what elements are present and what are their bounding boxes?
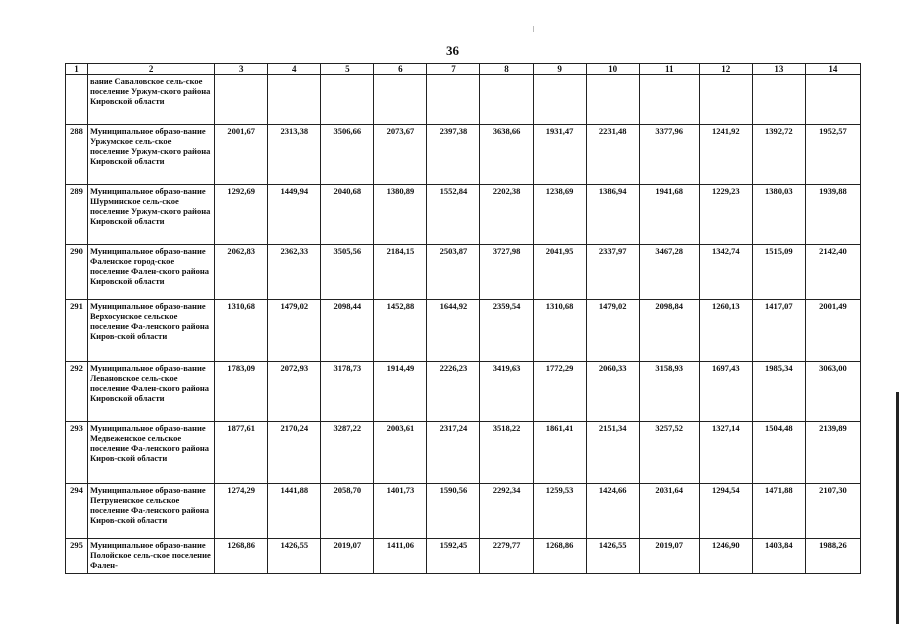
value-cell-col-7: 2503,87	[427, 245, 480, 300]
value-cell-col-10: 1386,94	[586, 185, 639, 245]
value-cell-col-12: 1697,43	[699, 362, 752, 422]
value-cell-col-10: 2231,48	[586, 125, 639, 185]
value-cell-col-13: 1392,72	[752, 125, 805, 185]
value-cell-col-13: 1515,09	[752, 245, 805, 300]
value-cell-col-8: 2202,38	[480, 185, 533, 245]
column-header-6: 6	[374, 64, 427, 75]
value-cell-col-9	[533, 75, 586, 125]
value-cell-col-10: 1479,02	[586, 300, 639, 362]
value-cell-col-8: 2279,77	[480, 539, 533, 574]
value-cell-col-11: 2031,64	[639, 484, 699, 539]
municipality-name: Муниципальное образо-вание Левановское сель-ское поселение Фален-ского района Кировской области	[88, 362, 215, 422]
value-cell-col-10	[586, 75, 639, 125]
value-cell-col-8: 3419,63	[480, 362, 533, 422]
table-header-row	[66, 64, 861, 75]
value-cell-col-9: 1772,29	[533, 362, 586, 422]
municipality-name: вание Саваловское сель-ское поселение Уржум-ского района Кировской области	[88, 75, 215, 125]
value-cell-col-12: 1260,13	[699, 300, 752, 362]
municipality-name: Муниципальное образо-вание Фаленское город-ское поселение Фален-ского района Кировской области	[88, 245, 215, 300]
municipality-name: Муниципальное образо-вание Уржумское сель-ское поселение Уржум-ского района Кировской области	[88, 125, 215, 185]
value-cell-col-3: 1783,09	[215, 362, 268, 422]
value-cell-col-11: 3257,52	[639, 422, 699, 484]
value-cell-col-13: 1985,34	[752, 362, 805, 422]
scan-mark	[533, 26, 534, 32]
value-cell-col-6: 1452,88	[374, 300, 427, 362]
value-cell-col-6: 2073,67	[374, 125, 427, 185]
municipality-name: Муниципальное образо-вание Медвеженское сельское поселение Фа-ленского района Киров-ской области	[88, 422, 215, 484]
table-row	[66, 125, 861, 185]
value-cell-col-4: 1449,94	[268, 185, 321, 245]
column-header-10: 10	[586, 64, 639, 75]
value-cell-col-4: 2313,38	[268, 125, 321, 185]
row-number: 290	[66, 245, 88, 300]
value-cell-col-4: 2170,24	[268, 422, 321, 484]
value-cell-col-13	[752, 75, 805, 125]
column-header-9: 9	[533, 64, 586, 75]
value-cell-col-3: 1274,29	[215, 484, 268, 539]
value-cell-col-11: 3377,96	[639, 125, 699, 185]
value-cell-col-9: 1931,47	[533, 125, 586, 185]
value-cell-col-4: 2362,33	[268, 245, 321, 300]
column-header-7: 7	[427, 64, 480, 75]
value-cell-col-14: 1939,88	[805, 185, 860, 245]
value-cell-col-7: 1590,56	[427, 484, 480, 539]
value-cell-col-4	[268, 75, 321, 125]
value-cell-col-14: 2139,89	[805, 422, 860, 484]
value-cell-col-11: 1941,68	[639, 185, 699, 245]
table-row	[66, 300, 861, 362]
value-cell-col-13: 1471,88	[752, 484, 805, 539]
value-cell-col-6: 2184,15	[374, 245, 427, 300]
value-cell-col-9: 1310,68	[533, 300, 586, 362]
value-cell-col-13: 1403,84	[752, 539, 805, 574]
value-cell-col-11: 2098,84	[639, 300, 699, 362]
value-cell-col-7: 2317,24	[427, 422, 480, 484]
value-cell-col-8: 2359,54	[480, 300, 533, 362]
value-cell-col-7	[427, 75, 480, 125]
column-header-8: 8	[480, 64, 533, 75]
value-cell-col-10: 2151,34	[586, 422, 639, 484]
value-cell-col-7: 1592,45	[427, 539, 480, 574]
value-cell-col-10: 1426,55	[586, 539, 639, 574]
value-cell-col-4: 2072,93	[268, 362, 321, 422]
value-cell-col-4: 1479,02	[268, 300, 321, 362]
column-header-13: 13	[752, 64, 805, 75]
value-cell-col-14: 2107,30	[805, 484, 860, 539]
value-cell-col-12: 1246,90	[699, 539, 752, 574]
value-cell-col-11: 3158,93	[639, 362, 699, 422]
column-header-3: 3	[215, 64, 268, 75]
value-cell-col-3: 2062,83	[215, 245, 268, 300]
value-cell-col-6: 1914,49	[374, 362, 427, 422]
value-cell-col-9: 1861,41	[533, 422, 586, 484]
value-cell-col-13: 1504,48	[752, 422, 805, 484]
column-header-1: 1	[66, 64, 88, 75]
value-cell-col-6: 1380,89	[374, 185, 427, 245]
value-cell-col-4: 1426,55	[268, 539, 321, 574]
value-cell-col-11: 2019,07	[639, 539, 699, 574]
value-cell-col-5: 3287,22	[321, 422, 374, 484]
value-cell-col-5: 3178,73	[321, 362, 374, 422]
value-cell-col-3: 1877,61	[215, 422, 268, 484]
value-cell-col-5: 3506,66	[321, 125, 374, 185]
value-cell-col-9: 1268,86	[533, 539, 586, 574]
row-number: 288	[66, 125, 88, 185]
value-cell-col-5: 2040,68	[321, 185, 374, 245]
column-header-2: 2	[88, 64, 215, 75]
value-cell-col-14: 1952,57	[805, 125, 860, 185]
value-cell-col-5	[321, 75, 374, 125]
value-cell-col-10: 1424,66	[586, 484, 639, 539]
value-cell-col-7: 1552,84	[427, 185, 480, 245]
value-cell-col-5: 2098,44	[321, 300, 374, 362]
value-cell-col-12: 1294,54	[699, 484, 752, 539]
value-cell-col-11	[639, 75, 699, 125]
data-table	[65, 63, 861, 574]
row-number: 293	[66, 422, 88, 484]
column-header-4: 4	[268, 64, 321, 75]
row-number: 294	[66, 484, 88, 539]
table-row	[66, 362, 861, 422]
municipality-name: Муниципальное образо-вание Верхосунское сельское поселение Фа-ленского района Киров-ской области	[88, 300, 215, 362]
value-cell-col-10: 2060,33	[586, 362, 639, 422]
value-cell-col-3: 2001,67	[215, 125, 268, 185]
value-cell-col-8: 2292,34	[480, 484, 533, 539]
row-number: 295	[66, 539, 88, 574]
table-row	[66, 539, 861, 574]
municipality-name: Муниципальное образо-вание Петруненское сельское поселение Фа-ленского района Киров-ской области	[88, 484, 215, 539]
value-cell-col-9: 1238,69	[533, 185, 586, 245]
value-cell-col-11: 3467,28	[639, 245, 699, 300]
column-header-5: 5	[321, 64, 374, 75]
value-cell-col-12: 1229,23	[699, 185, 752, 245]
value-cell-col-6: 1401,73	[374, 484, 427, 539]
value-cell-col-5: 3505,56	[321, 245, 374, 300]
value-cell-col-4: 1441,88	[268, 484, 321, 539]
table-row	[66, 185, 861, 245]
value-cell-col-12: 1327,14	[699, 422, 752, 484]
row-number: 291	[66, 300, 88, 362]
value-cell-col-3	[215, 75, 268, 125]
value-cell-col-3: 1268,86	[215, 539, 268, 574]
value-cell-col-14: 3063,00	[805, 362, 860, 422]
value-cell-col-8: 3727,98	[480, 245, 533, 300]
municipality-name: Муниципальное образо-вание Полойское сель-ское поселение Фален-	[88, 539, 215, 574]
value-cell-col-6	[374, 75, 427, 125]
page-number: 36	[446, 43, 459, 58]
value-cell-col-12: 1241,92	[699, 125, 752, 185]
value-cell-col-9: 2041,95	[533, 245, 586, 300]
row-number: 292	[66, 362, 88, 422]
column-header-12: 12	[699, 64, 752, 75]
value-cell-col-3: 1292,69	[215, 185, 268, 245]
margin-bar	[896, 392, 899, 624]
value-cell-col-8	[480, 75, 533, 125]
value-cell-col-9: 1259,53	[533, 484, 586, 539]
value-cell-col-10: 2337,97	[586, 245, 639, 300]
row-number	[66, 75, 88, 125]
value-cell-col-5: 2058,70	[321, 484, 374, 539]
column-header-14: 14	[805, 64, 860, 75]
value-cell-col-7: 2397,38	[427, 125, 480, 185]
value-cell-col-14: 2001,49	[805, 300, 860, 362]
value-cell-col-12	[699, 75, 752, 125]
value-cell-col-8: 3518,22	[480, 422, 533, 484]
value-cell-col-8: 3638,66	[480, 125, 533, 185]
table-row	[66, 422, 861, 484]
value-cell-col-3: 1310,68	[215, 300, 268, 362]
value-cell-col-7: 1644,92	[427, 300, 480, 362]
value-cell-col-14: 1988,26	[805, 539, 860, 574]
value-cell-col-13: 1380,03	[752, 185, 805, 245]
table-row	[66, 484, 861, 539]
value-cell-col-12: 1342,74	[699, 245, 752, 300]
value-cell-col-14	[805, 75, 860, 125]
row-number: 289	[66, 185, 88, 245]
table-row	[66, 245, 861, 300]
table-row	[66, 75, 861, 125]
municipality-name: Муниципальное образо-вание Шурминское сель-ское поселение Уржум-ского района Кировской области	[88, 185, 215, 245]
value-cell-col-5: 2019,07	[321, 539, 374, 574]
value-cell-col-7: 2226,23	[427, 362, 480, 422]
value-cell-col-6: 2003,61	[374, 422, 427, 484]
value-cell-col-14: 2142,40	[805, 245, 860, 300]
value-cell-col-6: 1411,06	[374, 539, 427, 574]
value-cell-col-13: 1417,07	[752, 300, 805, 362]
column-header-11: 11	[639, 64, 699, 75]
